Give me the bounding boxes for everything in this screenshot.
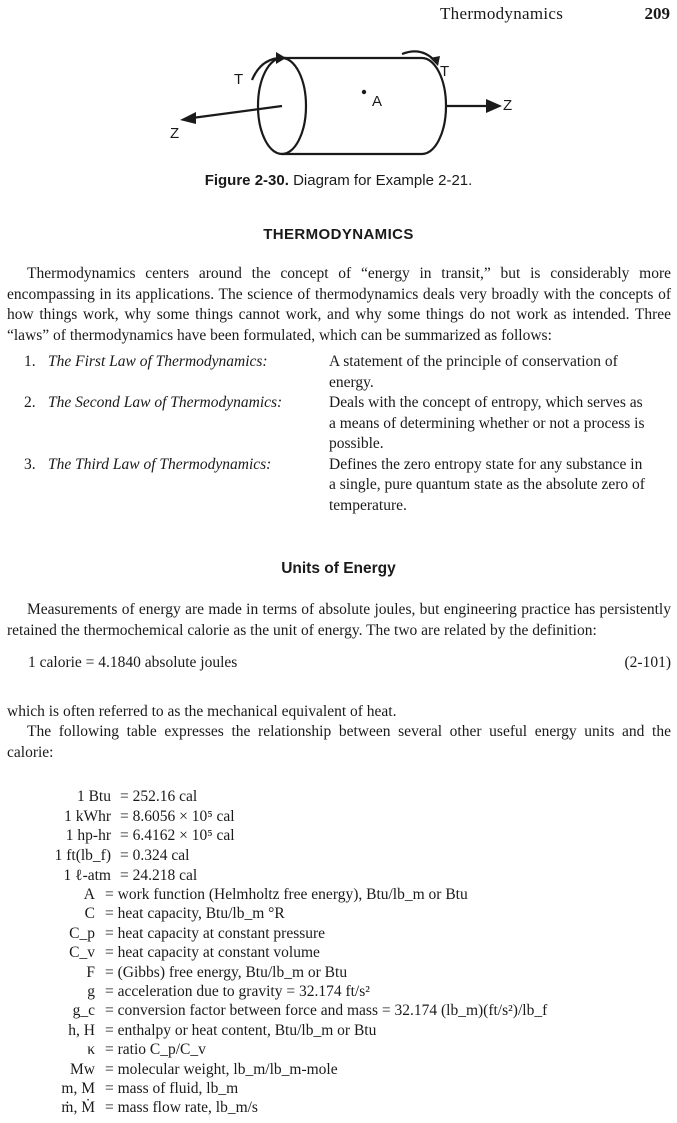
list-item: F = (Gibbs) free energy, Btu/lb_m or Btu — [86, 963, 348, 981]
conversion-lhs: 1 kWhr — [64, 807, 111, 825]
list-item: 1 ℓ-atm = 24.218 cal — [63, 866, 198, 884]
symbol-definition: molecular weight, lb_m/lb_m-mole — [117, 1060, 338, 1078]
list-item: 1 ft(lb_f) = 0.324 cal — [54, 847, 190, 865]
equation-text: 1 calorie = 4.1840 absolute joules — [28, 654, 238, 671]
equation — [28, 654, 671, 672]
figure-caption — [0, 172, 677, 189]
conversion-lhs: 1 ft(lb_f) — [54, 847, 111, 865]
list-item: C_p = heat capacity at constant pressure — [69, 924, 326, 942]
label-a: A — [372, 93, 383, 110]
label-z-right: Z — [503, 97, 513, 114]
running-head — [440, 4, 672, 24]
torque-arrow-left — [252, 58, 286, 80]
list-item: g = acceleration due to gravity = 32.174 ft/s² — [87, 982, 370, 1000]
list-item: 1 Btu = 252.16 cal — [76, 788, 198, 805]
list-item: A = work function (Helmholtz free energy), Btu/lb_m or Btu — [83, 886, 468, 903]
symbol-definition: acceleration due to gravity = 32.174 ft/s² — [117, 982, 370, 1000]
list-item: h, H = enthalpy or heat content, Btu/lb_m or Btu — [68, 1021, 377, 1039]
point-a-dot — [362, 90, 366, 94]
symbol: C — [84, 905, 95, 923]
z-arrowhead-right — [486, 99, 502, 113]
symbol-definition: heat capacity at constant pressure — [117, 924, 326, 942]
symbol: C_v — [69, 944, 95, 962]
list-item: C_v = heat capacity at constant volume — [69, 944, 320, 962]
symbol: g_c — [72, 1002, 95, 1020]
laws-list — [24, 352, 674, 516]
cylinder-diagram — [150, 44, 550, 164]
symbol-definition-list — [0, 885, 677, 1118]
list-item: g_c = conversion factor between force and mass = 32.174 (lb_m)(ft/s²)/lb_f — [72, 1002, 548, 1020]
equation-number: (2-101) — [624, 654, 671, 671]
list-item: Mw = molecular weight, lb_m/lb_m-mole — [70, 1060, 338, 1078]
following-paragraph — [7, 722, 671, 763]
section-heading-units-of-energy: Units of Energy — [281, 560, 396, 577]
list-item — [24, 455, 674, 517]
symbol-definition: (Gibbs) free energy, Btu/lb_m or Btu — [117, 963, 348, 981]
measurements-paragraph — [7, 600, 671, 641]
law-description: Deals with the concept of entropy, which serves as a means of determining whether or not a process is possible. — [329, 394, 645, 452]
symbol: g — [87, 982, 95, 1000]
conversion-rhs: 252.16 cal — [132, 788, 198, 805]
symbol: Mw — [70, 1060, 95, 1078]
z-arrowhead-left — [180, 112, 196, 124]
law-number: 1. — [24, 353, 36, 370]
which-paragraph: which is often referred to as the mechanical equivalent of heat. — [7, 703, 397, 720]
measurements-text: Measurements of energy are made in terms of absolute joules, but engineering practice has persistently retained the thermochemical calorie as the unit of energy. The two are related by the definition: — [7, 601, 671, 639]
running-head-title: Thermodynamics — [440, 4, 564, 23]
list-item: C = heat capacity, Btu/lb_m °R — [84, 905, 285, 923]
conversion-lhs: 1 hp-hr — [65, 827, 111, 845]
torque-arrowhead-left — [276, 52, 286, 64]
symbol-definition: enthalpy or heat content, Btu/lb_m or Btu — [117, 1021, 377, 1039]
symbol: ṁ, Ṁ — [61, 1099, 95, 1117]
conversion-lhs: 1 Btu — [76, 788, 111, 805]
list-item — [24, 393, 674, 455]
law-description: A statement of the principle of conservation of energy. — [329, 353, 618, 391]
intro-paragraph — [7, 264, 671, 346]
section-heading-thermodynamics: THERMODYNAMICS — [263, 226, 414, 243]
symbol: m, M — [61, 1079, 95, 1097]
symbol: h, H — [68, 1021, 95, 1039]
list-item: 1 kWhr = 8.6056 × 10⁵ cal — [64, 807, 235, 825]
list-item: ṁ, Ṁ = mass flow rate, lb_m/s — [61, 1099, 258, 1117]
list-item — [24, 352, 674, 393]
symbol-definition: mass of fluid, lb_m — [117, 1079, 239, 1097]
law-name: The Second Law of Thermodynamics: — [48, 394, 283, 411]
symbol: F — [86, 963, 95, 981]
page-number: 209 — [644, 4, 670, 23]
figure-number: Figure 2-30. — [204, 172, 289, 189]
symbol-definition: conversion factor between force and mass = 32.174 (lb_m)(ft/s²)/lb_f — [117, 1002, 548, 1020]
symbol-definition: work function (Helmholtz free energy), Btu/lb_m or Btu — [117, 886, 468, 903]
conversion-rhs: 24.218 cal — [132, 866, 198, 884]
label-t-left: T — [234, 71, 244, 88]
label-t-right: T — [440, 63, 450, 80]
label-z-left: Z — [170, 125, 180, 142]
conversion-rhs: 6.4162 × 10⁵ cal — [132, 827, 235, 845]
symbol: κ — [87, 1041, 95, 1059]
symbol: C_p — [69, 924, 95, 942]
conversion-rhs: 8.6056 × 10⁵ cal — [132, 807, 235, 825]
intro-text: Thermodynamics centers around the concept of “energy in transit,” but is considerably more encompassing in its applications. The science of thermodynamics deals very broadly with the concepts of how things work, why some things cannot work, and why some things do not work as intended. Three “laws” of thermodynamics have been formulated, which can be summarized as follows: — [7, 265, 671, 344]
symbol-definition: ratio C_p/C_v — [117, 1041, 206, 1059]
following-text: The following table expresses the relationship between several other useful energy units and the calorie: — [7, 723, 671, 761]
conversion-rhs: 0.324 cal — [132, 847, 190, 865]
symbol-definition: heat capacity at constant volume — [117, 944, 320, 962]
cylinder-body — [282, 58, 422, 154]
list-item: m, M = mass of fluid, lb_m — [61, 1079, 239, 1097]
symbol: A — [83, 886, 95, 903]
figure-caption-text: Diagram for Example 2-21. — [293, 172, 473, 189]
unit-conversion-list — [0, 787, 677, 885]
conversion-lhs: 1 ℓ-atm — [63, 866, 111, 884]
law-name: The First Law of Thermodynamics: — [48, 353, 268, 370]
law-name: The Third Law of Thermodynamics: — [48, 455, 272, 473]
symbol-definition: mass flow rate, lb_m/s — [117, 1099, 258, 1117]
law-description: Defines the zero entropy state for any substance in a single, pure quantum state as the absolute zero of temperature. — [329, 455, 645, 514]
law-number: 3. — [24, 455, 36, 473]
axis-line-left — [192, 106, 282, 118]
symbol-definition: heat capacity, Btu/lb_m °R — [117, 905, 285, 923]
list-item: 1 hp-hr = 6.4162 × 10⁵ cal — [65, 827, 235, 845]
list-item: κ = ratio C_p/C_v — [87, 1041, 206, 1059]
law-number: 2. — [24, 394, 36, 411]
